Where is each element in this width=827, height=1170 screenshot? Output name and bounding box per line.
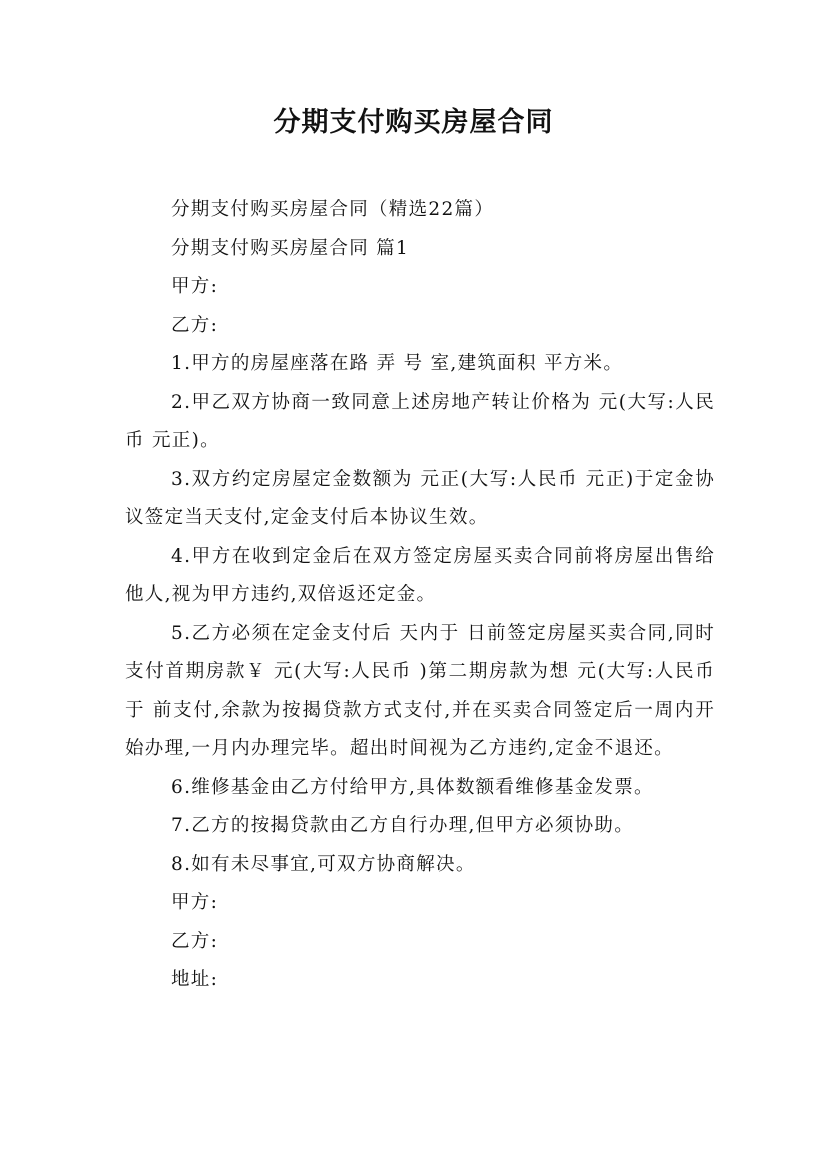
clause-4: 4.甲方在收到定金后在双方签定房屋买卖合同前将房屋出售给他人,视为甲方违约,双倍返还定金。 (125, 545, 715, 605)
document-body (125, 191, 715, 1000)
clause-1: 1.甲方的房屋座落在路 弄 号 室,建筑面积 平方米。 (171, 353, 624, 374)
paragraph-subtitle: 分期支付购买房屋合同（精选22篇） (171, 199, 495, 220)
clause-6: 6.维修基金由乙方付给甲方,具体数额看维修基金发票。 (171, 776, 654, 798)
signature-party-b: 乙方: (171, 930, 219, 952)
paragraph-party-b: 乙方: (171, 314, 219, 336)
clause-8: 8.如有未尽事宜,可双方协商解决。 (171, 853, 476, 875)
signature-party-a: 甲方: (171, 892, 219, 913)
clause-3: 3.双方约定房屋定金数额为 元正(大写:人民币 元正)于定金协议签定当天支付,定金支付后本协议生效。 (125, 468, 715, 528)
clause-7: 7.乙方的按揭贷款由乙方自行办理,但甲方必须协助。 (171, 815, 635, 836)
signature-address: 地址: (171, 969, 219, 990)
document-title: 分期支付购买房屋合同 (273, 107, 554, 138)
clause-5: 5.乙方必须在定金支付后 天内于 日前签定房屋买卖合同,同时支付首期房款￥ 元(大写:人民币 )第二期房款为想 元(大写:人民币 于 前支付,余款为按揭贷款方式支付,并在买卖合同签定后一周内开始办理,一月内办理完毕。超出时间视为乙方违约,定金不退还。 (125, 622, 715, 759)
paragraph-party-a: 甲方: (171, 276, 219, 297)
paragraph-section-heading: 分期支付购买房屋合同 篇1 (171, 237, 410, 259)
clause-2: 2.甲乙双方协商一致同意上述房地产转让价格为 元(大写:人民币 元正)。 (125, 391, 715, 451)
